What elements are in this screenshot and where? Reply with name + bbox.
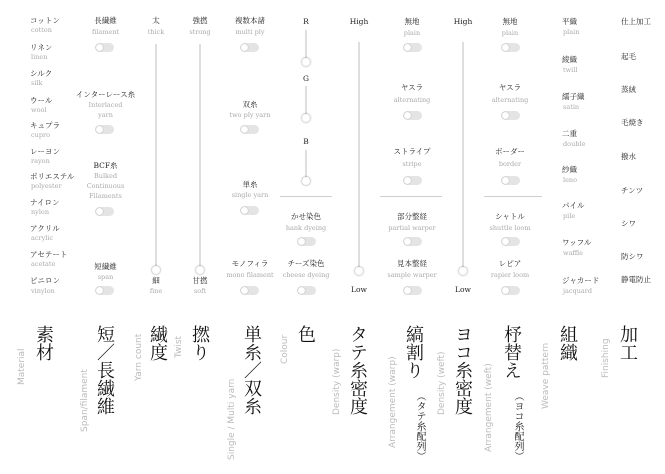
weave-label-en: pile bbox=[563, 212, 576, 220]
warp-stripe-label-en: stripe bbox=[402, 160, 422, 168]
header-warp-arr-en: Arrangement (warp) bbox=[388, 356, 398, 448]
count-slider-handle[interactable] bbox=[152, 266, 160, 274]
material-label: リネン bbox=[30, 43, 53, 52]
warp-density-low-label: Low bbox=[351, 285, 367, 294]
twist-slider-handle[interactable] bbox=[196, 266, 204, 274]
material-label: レーヨン bbox=[30, 147, 60, 156]
twist-bottom-label-en: soft bbox=[193, 287, 207, 295]
material-label-en: acrylic bbox=[31, 234, 54, 242]
warp-alternating-label-en: alternating bbox=[393, 96, 431, 104]
twist-slider-track[interactable] bbox=[199, 44, 201, 269]
warp-plain-label: 無地 bbox=[404, 17, 420, 26]
sample-warper-label: 見本整経 bbox=[397, 259, 427, 268]
bcf-label-en1: Bulked bbox=[94, 172, 117, 180]
warp-divider bbox=[380, 196, 442, 197]
header-weft-arr-en: Arrangement (weft) bbox=[484, 363, 494, 452]
warp-density-slider-handle[interactable] bbox=[355, 267, 363, 275]
count-top-label: 太 bbox=[152, 16, 160, 25]
header-colour-jp: 色 bbox=[295, 325, 316, 343]
header-yarn-en: Single / Multi yarn bbox=[227, 378, 237, 460]
colour-r-slider-handle[interactable] bbox=[302, 58, 310, 66]
weave-label-en: waffle bbox=[563, 249, 583, 257]
finishing-item-decatizing[interactable]: 蒸絨 bbox=[621, 85, 636, 94]
weave-label-en: twill bbox=[563, 66, 578, 74]
sample-warper-toggle[interactable] bbox=[403, 286, 422, 295]
bcf-label-en3: Filaments bbox=[89, 192, 122, 200]
material-label: ナイロン bbox=[30, 198, 60, 207]
mono-filament-label-en: mono filament bbox=[226, 271, 274, 279]
hank-dyeing-toggle[interactable] bbox=[297, 237, 316, 246]
header-count-en: Yarn count bbox=[134, 333, 144, 381]
bcf-label-en2: Continuous bbox=[86, 182, 125, 190]
rapier-loom-label-en: rapier loom bbox=[490, 271, 530, 279]
material-label: シルク bbox=[30, 69, 53, 78]
colour-b-label: B bbox=[303, 137, 309, 146]
interlaced-label-en2: yarn bbox=[98, 111, 113, 119]
weave-label: ジャカード bbox=[562, 276, 600, 285]
cheese-dyeing-label-en: cheese dyeing bbox=[282, 271, 330, 279]
interlaced-toggle[interactable] bbox=[95, 125, 114, 134]
weft-alternating-label: ヤスラ bbox=[498, 83, 522, 92]
count-top-label-en: thick bbox=[147, 28, 165, 36]
shuttle-loom-toggle[interactable] bbox=[501, 237, 520, 246]
weft-border-label: ボーダー bbox=[495, 147, 525, 156]
bcf-toggle[interactable] bbox=[95, 207, 114, 216]
weave-label: 紗織 bbox=[562, 165, 577, 174]
interlaced-label: インターレース糸 bbox=[75, 90, 136, 99]
header-yarn-jp: 単糸／双糸 bbox=[241, 325, 262, 415]
material-label-en: polyester bbox=[31, 182, 62, 190]
material-label-en: linen bbox=[31, 53, 48, 61]
shuttle-loom-label-en: shuttle loom bbox=[489, 224, 531, 232]
warp-alternating-label: ヤスラ bbox=[400, 83, 424, 92]
twist-top-label-en: strong bbox=[189, 28, 211, 36]
single-yarn-label-en: single yarn bbox=[231, 191, 269, 199]
header-material-jp: 素材 bbox=[33, 325, 54, 361]
finishing-item-singeing[interactable]: 毛焼き bbox=[621, 118, 644, 127]
weft-density-low-label: Low bbox=[455, 285, 471, 294]
header-finishing-jp: 加工 bbox=[617, 325, 638, 361]
weave-label: 綾織 bbox=[562, 55, 577, 64]
warp-alternating-toggle[interactable] bbox=[403, 111, 422, 120]
warp-stripe-toggle[interactable] bbox=[403, 176, 422, 185]
interlaced-label-en1: Interlaced bbox=[88, 101, 123, 109]
header-weft-density-jp: ヨコ糸密度 bbox=[452, 325, 473, 415]
material-label: ポリエステル bbox=[30, 172, 75, 181]
header-colour-en: Colour bbox=[280, 334, 290, 364]
finishing-item-antistatic[interactable]: 静電防止 bbox=[621, 275, 651, 284]
colour-g-slider-handle[interactable] bbox=[302, 114, 310, 122]
weft-plain-toggle[interactable] bbox=[501, 43, 520, 52]
header-staple-en: Span/filament bbox=[80, 369, 90, 432]
weft-density-slider-track[interactable] bbox=[462, 42, 464, 272]
material-label: ウール bbox=[30, 96, 53, 105]
header-count-jp: 繊度 bbox=[147, 325, 168, 361]
count-bottom-label-en: fine bbox=[149, 287, 163, 295]
hank-dyeing-label-en: hank dyeing bbox=[285, 224, 327, 232]
material-label-en: acetate bbox=[31, 260, 56, 268]
material-label-en: vinylon bbox=[31, 287, 55, 295]
count-slider-track[interactable] bbox=[155, 44, 157, 269]
multi-ply-toggle[interactable] bbox=[240, 43, 259, 52]
weave-label-en: satin bbox=[563, 103, 580, 111]
filament-label: 長繊維 bbox=[94, 16, 117, 25]
count-bottom-label: 細 bbox=[152, 276, 160, 285]
weft-plain-label: 無地 bbox=[502, 17, 518, 26]
weave-label: パイル bbox=[562, 201, 585, 210]
warp-plain-toggle[interactable] bbox=[403, 43, 422, 52]
finishing-item-water-repellent[interactable]: 撥水 bbox=[621, 152, 636, 161]
finishing-item-wrinkle[interactable]: シワ bbox=[621, 219, 636, 228]
rapier-loom-label: レピア bbox=[498, 259, 522, 268]
warp-density-slider-track[interactable] bbox=[358, 42, 360, 272]
header-weave-jp: 組織 bbox=[557, 325, 578, 361]
twist-bottom-label: 甘撚 bbox=[192, 276, 208, 285]
material-label: ビニロン bbox=[30, 276, 60, 285]
colour-r-label: R bbox=[303, 17, 309, 26]
weave-label-en: jacquard bbox=[563, 287, 593, 295]
weft-border-toggle[interactable] bbox=[501, 176, 520, 185]
material-label-en: wool bbox=[31, 106, 47, 114]
single-yarn-toggle[interactable] bbox=[240, 206, 259, 215]
span-label-en: span bbox=[97, 273, 114, 281]
weft-density-high-label: High bbox=[453, 17, 473, 26]
multi-ply-label-en: multi ply bbox=[235, 28, 265, 36]
warp-plain-label-en: plain bbox=[403, 29, 421, 37]
weft-alternating-label-en: alternating bbox=[491, 96, 529, 104]
material-label: キュプラ bbox=[30, 121, 60, 130]
span-toggle[interactable] bbox=[95, 286, 114, 295]
single-yarn-label: 単糸 bbox=[242, 180, 258, 189]
header-material-en: Material bbox=[17, 348, 27, 385]
mono-filament-toggle[interactable] bbox=[240, 286, 259, 295]
warp-stripe-label: ストライプ bbox=[393, 147, 431, 156]
finishing-item-wrinkle-proof[interactable]: 防シワ bbox=[621, 252, 644, 261]
header-weft-density-en: Density (weft) bbox=[437, 351, 447, 415]
finishing-item-chintz[interactable]: チンツ bbox=[621, 186, 644, 195]
material-label-en: silk bbox=[31, 79, 43, 87]
span-label: 短繊維 bbox=[94, 262, 117, 271]
header-warp-arr-jp: 縞割り bbox=[403, 325, 424, 379]
two-ply-toggle[interactable] bbox=[240, 125, 259, 134]
header-weft-arr-jp-sub: （ヨコ糸配列） bbox=[512, 391, 523, 461]
header-warp-density-jp: タテ糸密度 bbox=[347, 325, 368, 415]
colour-g-label: G bbox=[303, 74, 309, 83]
twist-top-label: 強撚 bbox=[192, 16, 208, 25]
finishing-item-finishing[interactable]: 仕上加工 bbox=[621, 17, 651, 26]
material-label-en: rayon bbox=[31, 157, 50, 165]
sample-warper-label-en: sample warper bbox=[387, 271, 437, 279]
partial-warper-label-en: partial warper bbox=[388, 224, 436, 232]
header-twist-en: Twist bbox=[174, 335, 184, 358]
weft-alternating-toggle[interactable] bbox=[501, 111, 520, 120]
weft-density-slider-handle[interactable] bbox=[459, 267, 467, 275]
filament-label-en: filament bbox=[91, 28, 120, 36]
shuttle-loom-label: シャトル bbox=[495, 212, 525, 221]
header-staple-jp: 短／長繊維 bbox=[94, 325, 115, 415]
weave-label: 繻子織 bbox=[562, 92, 585, 101]
partial-warper-toggle[interactable] bbox=[403, 237, 422, 246]
weave-label-en: double bbox=[563, 140, 586, 148]
header-finishing-en: Finishing bbox=[601, 338, 611, 378]
weft-plain-label-en: plain bbox=[501, 29, 519, 37]
colour-divider bbox=[280, 196, 332, 197]
weft-border-label-en: border bbox=[498, 160, 522, 168]
header-warp-arr-jp-sub: （タテ糸配列） bbox=[414, 391, 425, 461]
multi-ply-label: 複数本諸 bbox=[235, 16, 265, 25]
material-label-en: cotton bbox=[31, 26, 52, 34]
weft-divider bbox=[484, 196, 542, 197]
two-ply-label: 双糸 bbox=[242, 100, 258, 109]
weave-label-en: plain bbox=[563, 28, 580, 36]
material-label: コットン bbox=[30, 16, 60, 25]
filament-toggle[interactable] bbox=[95, 43, 114, 52]
bcf-label: BCF糸 bbox=[93, 161, 118, 170]
mono-filament-label: モノフィラ bbox=[231, 259, 269, 268]
weave-label: 平織 bbox=[562, 17, 577, 26]
cheese-dyeing-toggle[interactable] bbox=[297, 286, 316, 295]
warp-density-high-label: High bbox=[349, 17, 369, 26]
material-label-en: cupro bbox=[31, 131, 51, 139]
material-label: アセテート bbox=[30, 250, 68, 259]
weave-label: 二重 bbox=[562, 129, 577, 138]
header-weft-arr-jp: 杼替え bbox=[501, 325, 522, 379]
header-twist-jp: 撚り bbox=[189, 325, 210, 361]
finishing-item-raising[interactable]: 起毛 bbox=[621, 52, 636, 61]
weave-label: ワッフル bbox=[562, 238, 592, 247]
cheese-dyeing-label: チーズ染色 bbox=[287, 259, 325, 268]
colour-b-slider-handle[interactable] bbox=[302, 177, 310, 185]
partial-warper-label: 部分整経 bbox=[397, 212, 427, 221]
two-ply-label-en: two ply yarn bbox=[229, 111, 271, 119]
weave-label-en: leno bbox=[563, 176, 578, 184]
material-label: アクリル bbox=[30, 224, 60, 233]
header-warp-density-en: Density (warp) bbox=[332, 348, 342, 415]
rapier-loom-toggle[interactable] bbox=[501, 286, 520, 295]
hank-dyeing-label: かせ染色 bbox=[291, 212, 321, 221]
material-label-en: nylon bbox=[31, 208, 50, 216]
header-weave-en: Weave pattern bbox=[541, 342, 551, 409]
